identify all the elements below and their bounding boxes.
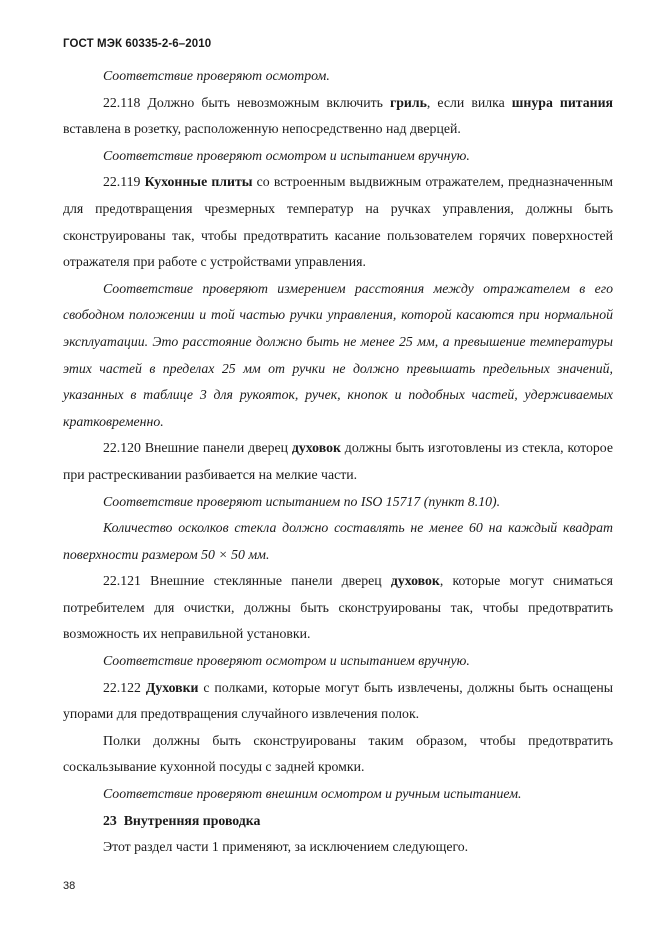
- compliance-note: Соответствие проверяют испытанием по ISO 15717 (пункт 8.10).: [103, 493, 501, 509]
- clause-number: 22.120: [103, 440, 141, 456]
- clause-22-118: 22.118 Должно быть невозможным включить гриль, если вилка шнура питания вставлена в розетку, расположенную непосредственно над дверцей.: [63, 94, 614, 137]
- section-number: 23: [103, 812, 117, 828]
- clause-22-120: 22.120 Внешние панели дверец духовок должны быть изготовлены из стекла, которое при растрескивании разбивается на мелкие части.: [63, 440, 613, 482]
- clause-number: 22.119: [103, 174, 141, 190]
- defined-term: шнура питания: [511, 94, 614, 110]
- compliance-note: Соответствие проверяют измерением расстояния между отражателем в его свободном положении и той частью ручки управления, которой касаются при нормальной эксплуатации. Это расстояние должно быть не менее 25 мм, а превышение температуры этих частей в пределах 25 мм от ручки не должно превышать предельных значений, указанных в таблице 3 для рукояток, ручек, кнопок и подобных частей, удерживаемых кратковременно.: [63, 280, 613, 429]
- compliance-note: Соответствие проверяют осмотром и испытанием вручную.: [103, 653, 470, 669]
- document-header: ГОСТ МЭК 60335-2-6–2010: [63, 38, 212, 50]
- clause-number: 22.118: [103, 94, 141, 110]
- defined-term: духовок: [291, 440, 341, 456]
- clause-22-121: 22.121 Внешние стеклянные панели дверец духовок, которые могут сниматься потребителем для очистки, должны быть сконструированы так, чтобы предотвратить возможность их неправильной установки.: [63, 573, 614, 642]
- defined-term: Кухонные плиты: [144, 174, 253, 190]
- compliance-note: Количество осколков стекла должно составлять не менее 60 на каждый квадрат поверхности размером 50 × 50 мм.: [63, 520, 613, 562]
- page-number: 38: [63, 880, 76, 892]
- clause-22-119: 22.119 Кухонные плиты со встроенным выдвижным отражателем, предназначенным для предотвращения чрезмерных температур на ручках управления, должны быть сконструированы так, чтобы предотвратить касание пользователем горячих поверхностей отражателя при работе с устройствами управления.: [63, 174, 614, 270]
- defined-term: гриль: [389, 94, 427, 110]
- body-paragraph: Полки должны быть сконструированы таким образом, чтобы предотвратить соскальзывание кухонной посуды с задней кромки.: [63, 732, 613, 775]
- section-title: Внутренняя проводка: [123, 812, 261, 828]
- compliance-note: Соответствие проверяют внешним осмотром и ручным испытанием.: [103, 786, 522, 802]
- document-body: [63, 63, 613, 861]
- defined-term: духовок: [390, 573, 440, 589]
- section-heading: [63, 808, 613, 835]
- defined-term: Духовки: [145, 679, 199, 695]
- clause-number: 22.121: [103, 573, 141, 589]
- body-paragraph: Этот раздел части 1 применяют, за исключением следующего.: [103, 839, 469, 855]
- clause-22-122: 22.122 Духовки с полками, которые могут быть извлечены, должны быть оснащены упорами для предотвращения случайного извлечения полок.: [63, 679, 614, 722]
- clause-number: 22.122: [103, 679, 141, 695]
- compliance-note: Соответствие проверяют осмотром и испытанием вручную.: [103, 147, 470, 163]
- compliance-note: Соответствие проверяют осмотром.: [103, 68, 330, 83]
